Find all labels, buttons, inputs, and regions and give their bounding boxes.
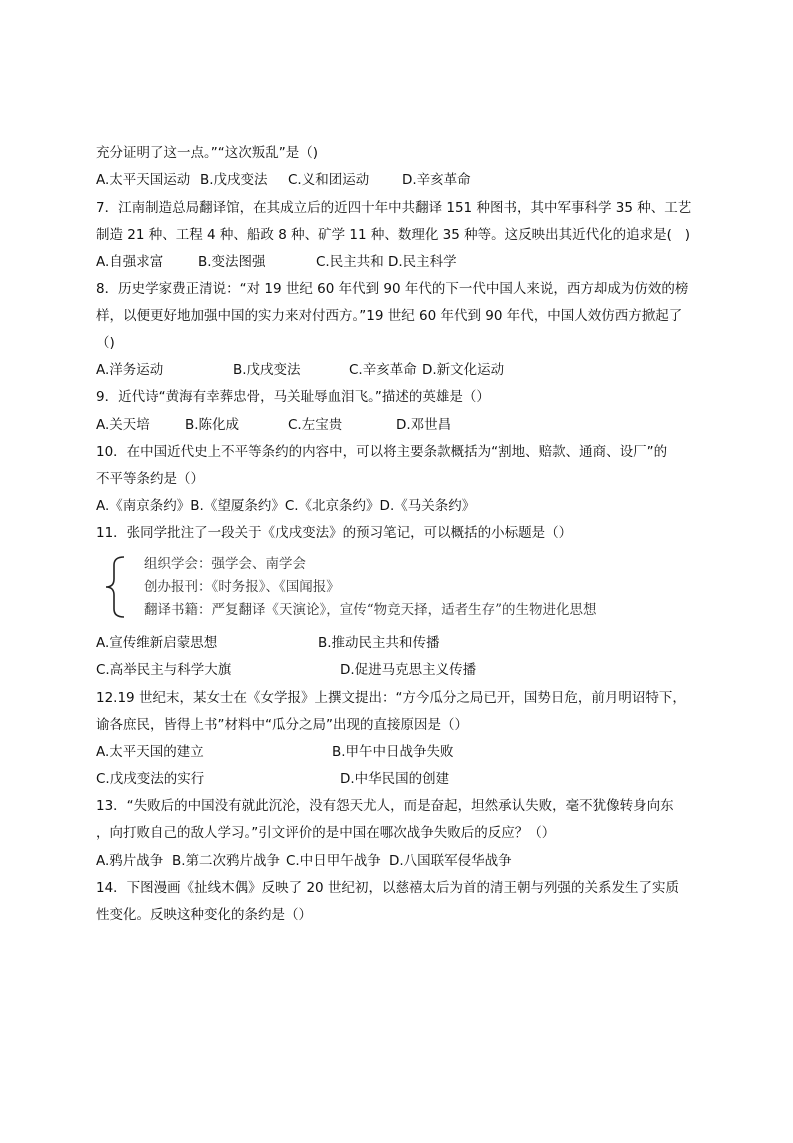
note-item: 翻译书籍：严复翻译《天演论》，宣传“物竞天择，适者生存”的生物进化思想 bbox=[144, 602, 597, 618]
q12-options-row-2 bbox=[96, 770, 696, 788]
option-c: C.左宝贵 bbox=[288, 417, 343, 433]
option-b: B.戊戌变法 bbox=[200, 172, 268, 188]
q7-options bbox=[96, 253, 696, 271]
option-b: B.戊戌变法 bbox=[233, 362, 301, 378]
option-b: B.第二次鸦片战争 bbox=[172, 853, 281, 869]
option-d: D.辛亥革命 bbox=[402, 172, 471, 188]
option-c: C.民主共和 bbox=[316, 254, 384, 270]
q11-line-1: 11．张同学批注了一段关于《戊戌变法》的预习笔记，可以概括的小标题是（） bbox=[96, 525, 573, 541]
q12-line-1: 12.19 世纪末，某女士在《女学报》上撰文提出：“方今瓜分之局已开，国势日危，前月明诏特下， bbox=[96, 690, 686, 706]
option-a: A.洋务运动 bbox=[96, 362, 164, 378]
option-c: C.戊戌变法的实行 bbox=[96, 771, 205, 787]
q9-line-1: 9．近代诗“黄海有幸葬忠骨，马关耻辱血泪飞。”描述的英雄是（） bbox=[96, 389, 490, 405]
option-a: A.太平天国运动 bbox=[96, 172, 191, 188]
q13-options bbox=[96, 852, 696, 870]
q11-options-row-2 bbox=[96, 661, 696, 679]
option-b: B.推动民主共和传播 bbox=[318, 635, 440, 651]
q6-options bbox=[96, 171, 696, 189]
q8-options bbox=[96, 361, 696, 379]
option-c: C.高举民主与科学大旗 bbox=[96, 662, 232, 678]
curly-brace-icon bbox=[100, 551, 130, 623]
q11-notes-box bbox=[100, 551, 700, 623]
option-d: D.民主科学 bbox=[388, 254, 457, 270]
q12-line-2: 谕各庶民，皆得上书”材料中“瓜分之局”出现的直接原因是（） bbox=[96, 717, 468, 733]
option-c: C.义和团运动 bbox=[288, 172, 370, 188]
q13-line-2: ，向打败自己的敌人学习。”引文评价的是中国在哪次战争失败后的反应？（） bbox=[96, 825, 556, 841]
option-b: B.甲午中日战争失败 bbox=[332, 744, 454, 760]
option-a: A.宣传维新启蒙思想 bbox=[96, 635, 218, 651]
option-a: A.自强求富 bbox=[96, 254, 164, 270]
q7-line-2: 制造 21 种、工程 4 种、船政 8 种、矿学 11 种、数理化 35 种等。这反映出其近代化的追求是( ) bbox=[96, 227, 691, 243]
option-a: A.鸦片战争 bbox=[96, 853, 164, 869]
option-d: D.八国联军侵华战争 bbox=[389, 853, 512, 869]
q8-line-3: （) bbox=[96, 335, 115, 351]
q10-options: A.《南京条约》B.《望厦条约》C.《北京条约》D.《马关条约》 bbox=[96, 498, 476, 514]
option-d: D.促进马克思主义传播 bbox=[340, 662, 477, 678]
note-item: 创办报刊：《时务报》、《国闻报》 bbox=[144, 579, 340, 595]
q14-line-2: 性变化。反映这种变化的条约是（） bbox=[96, 907, 312, 923]
q10-line-2: 不平等条约是（） bbox=[96, 471, 204, 487]
option-d: D.新文化运动 bbox=[422, 362, 505, 378]
q8-line-1: 8．历史学家费正清说：“对 19 世纪 60 年代到 90 年代的下一代中国人来说，西方却成为仿效的榜 bbox=[96, 281, 689, 297]
q14-line-1: 14．下图漫画《扯线木偶》反映了 20 世纪初，以慈禧太后为首的清王朝与列强的关系发生了实质 bbox=[96, 880, 679, 896]
q13-line-1: 13．“失败后的中国没有就此沉沦，没有怨天尤人，而是奋起，坦然承认失败，毫不犹像转身向东 bbox=[96, 798, 674, 814]
q8-line-2: 样，以便更好地加强中国的实力来对付西方。”19 世纪 60 年代到 90 年代，中国人效仿西方掀起了 bbox=[96, 308, 683, 324]
option-c: C.中日甲午战争 bbox=[286, 853, 381, 869]
option-d: D.邓世昌 bbox=[396, 417, 452, 433]
q12-options-row-1 bbox=[96, 743, 696, 761]
option-a: A.太平天国的建立 bbox=[96, 744, 204, 760]
q6-continuation: 充分证明了这一点。”“这次叛乱”是（) bbox=[96, 145, 318, 161]
option-d: D.中华民国的创建 bbox=[340, 771, 450, 787]
option-a: A.关天培 bbox=[96, 417, 150, 433]
q9-options bbox=[96, 416, 696, 434]
q11-options-row-1 bbox=[96, 634, 696, 652]
option-b: B.陈化成 bbox=[185, 417, 240, 433]
option-c: C.辛亥革命 bbox=[349, 362, 417, 378]
q10-line-1: 10．在中国近代史上不平等条约的内容中，可以将主要条款概括为“割地、赔款、通商、设厂”的 bbox=[96, 444, 668, 460]
q7-line-1: 7．江南制造总局翻译馆，在其成立后的近四十年中共翻译 151 种图书，其中军事科学 35 种、工艺 bbox=[96, 200, 692, 216]
option-b: B.变法图强 bbox=[198, 254, 266, 270]
note-item: 组织学会：强学会、南学会 bbox=[144, 556, 306, 572]
